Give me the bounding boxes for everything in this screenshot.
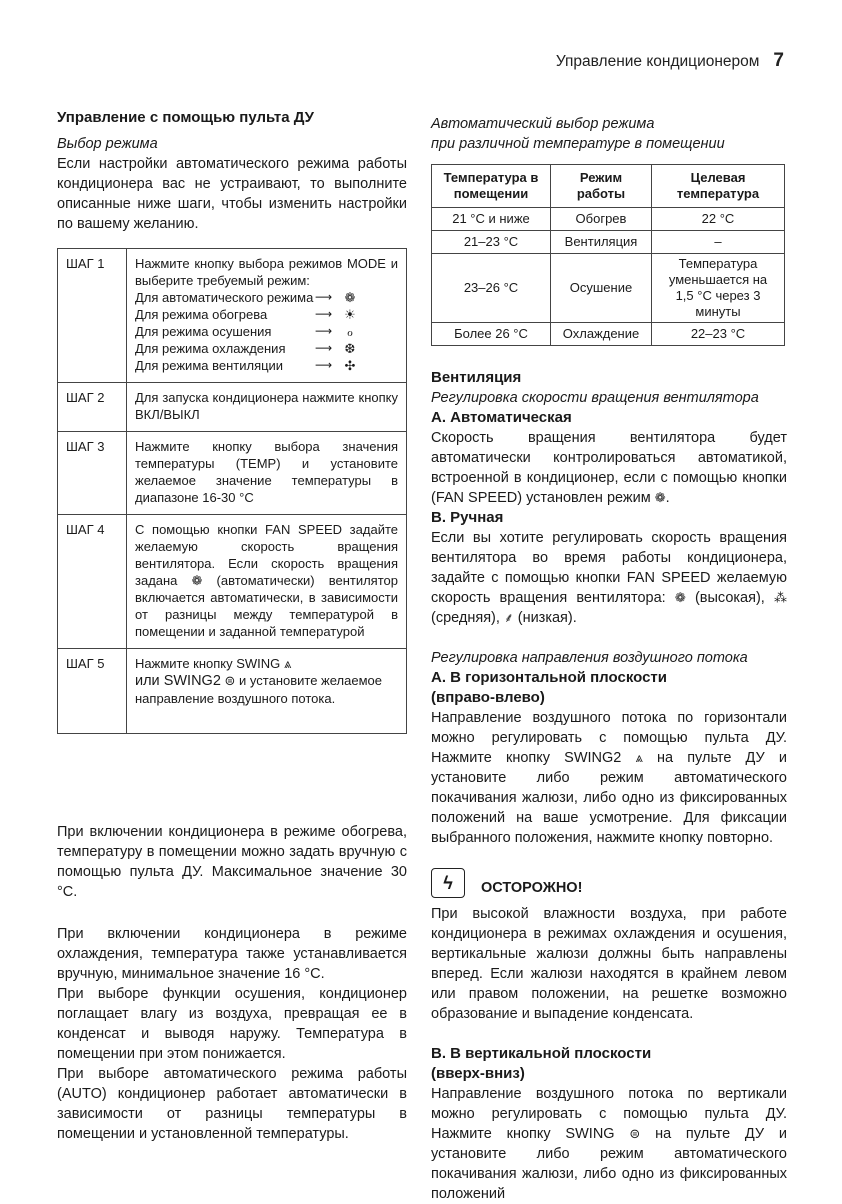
step-text: Нажмите кнопку SWING (135, 656, 281, 671)
mode-line (135, 340, 398, 357)
horizontal-title: А. В горизонтальной плоскости (431, 669, 668, 686)
table-cell: 21 °С и ниже (432, 208, 551, 231)
dry-mode-icon: ℴ (346, 324, 353, 339)
table-header-row (432, 165, 785, 208)
horizontal-desc: Направление воздушного потока по горизонтали можно регулировать с помощью пульта ДУ. Нажмите кнопку SWING2 (431, 710, 787, 766)
manual-speed-text (431, 528, 787, 628)
arrow-icon: ⟶ (315, 307, 333, 321)
right-column (431, 108, 787, 1204)
mode-label: Для режима охлаждения (135, 341, 286, 356)
header-title: Управление кондиционером (555, 53, 760, 70)
horizontal-title-2: (вправо-влево) (431, 689, 545, 706)
paragraph-heating: При включении кондиционера в режиме обогрева, температуру в помещении можно задать вручную с помощью пульта ДУ. Максимальное значение 30 °С. (57, 824, 407, 900)
vertical-title: В. В вертикальной плоскости (431, 1045, 652, 1062)
paragraph-dry: При выборе функции осушения, кондиционер поглащает влагу из воздуха, превращая ее в конденсат и выводя наружу. Температура в помещении при этом понижается. (57, 986, 407, 1062)
mode-label: Для режима осушения (135, 324, 272, 339)
step-text: и установите желаемое (239, 673, 382, 688)
swing-icon: ⊜ (629, 1126, 641, 1141)
step-row (58, 432, 407, 515)
auto-table-subtitle: при различной температуре в помещении (431, 136, 725, 152)
step-label: ШАГ 4 (58, 515, 127, 649)
mode-line (135, 357, 398, 374)
intro-paragraph: Если настройки автоматического режима работы кондиционера вас не устраивают, то выполните описанные ниже шаги, чтобы изменить настройки по вашему желанию. (57, 156, 407, 232)
horizontal-desc: на пульте ДУ и установите либо режим автоматического покачивания жалюзи, либо одно из фиксированных положений на ваше усмотрение. Для фиксации выбранного положения, нажмите кнопку повторно. (431, 750, 787, 846)
auto-speed-text: Скорость вращения вентилятора будет автоматически контролироваться автоматикой, встроенной в кондиционер, если с помощью кнопки (FAN SPEED) установлен режим ❁. (431, 430, 787, 506)
table-cell: Осушение (551, 254, 652, 323)
table-cell: Температура уменьшается на 1,5 °С через 3 минуты (652, 254, 785, 323)
fan-mode-icon: ✣ (344, 358, 356, 373)
mode-label: Для автоматического режима (135, 290, 314, 305)
mode-line (135, 289, 398, 306)
step-content (127, 249, 407, 383)
table-cell: – (652, 231, 785, 254)
step-row (58, 515, 407, 649)
step-line (135, 672, 398, 690)
arrow-icon: ⟶ (315, 358, 333, 372)
heat-mode-icon: ☀ (344, 307, 356, 322)
section-title: Управление с помощью пульта ДУ (57, 109, 314, 126)
swing-icon: ⩓ (283, 656, 292, 671)
step-text: Нажмите кнопку выбора режимов MODE и выберите требуемый режим: (135, 256, 398, 288)
paragraph-cooling: При включении кондиционера в режиме охлаждения, температура также устанавливается вручную, минимальное значение 16 °С. (57, 926, 407, 982)
table-cell: 21–23 °С (432, 231, 551, 254)
fan-medium-icon: ⁂ (774, 590, 788, 605)
table-header: Целевая температура (652, 165, 785, 208)
table-cell: 22 °С (652, 208, 785, 231)
manual-speed-desc: Если вы хотите регулировать скорость вращения вентилятора во время работы кондиционера, задайте с помощью кнопки FAN SPEED желаемую скорость вращения вентилятора: (431, 530, 787, 606)
ventilation-title: Вентиляция (431, 369, 522, 386)
warning-title: ОСТОРОЖНО! (481, 880, 583, 896)
step-row (58, 383, 407, 432)
section-subtitle: Выбор режима (57, 136, 158, 152)
vertical-desc: на пульте ДУ и установите либо режим автоматического покачивания жалюзи, либо одно из фиксированных положений (431, 1126, 788, 1202)
step-text: направление воздушного потока. (135, 691, 336, 706)
swing2-icon: ⊜ (224, 673, 236, 688)
horizontal-text (431, 708, 787, 848)
table-row (432, 231, 785, 254)
table-header: Режим работы (551, 165, 652, 208)
fan-auto-icon: ❁ (191, 573, 203, 588)
table-row (432, 208, 785, 231)
step-row (58, 249, 407, 383)
speed-medium-label: (средняя), (431, 610, 500, 626)
warning-text: При высокой влажности воздуха, при работе кондиционера в режимах охлаждения и осушения, вертикальные жалюзи должны быть направлены вперед. Если жалюзи находятся в крайнем левом или правом положении, на решетке возможно образование и выпадение конденсата. (431, 906, 787, 1022)
airflow-subtitle: Регулировка направления воздушного потока (431, 650, 748, 666)
step-label: ШАГ 2 (58, 383, 127, 432)
mode-label: Для режима вентиляции (135, 358, 284, 373)
step-label: ШАГ 5 (58, 649, 127, 734)
speed-high-label: (высокая), (694, 590, 765, 606)
table-header: Температура в помещении (432, 165, 551, 208)
manual-speed-title: В. Ручная (431, 509, 504, 526)
table-cell: 22–23 °С (652, 323, 785, 346)
auto-speed-title: А. Автоматическая (431, 409, 572, 426)
table-cell: 23–26 °С (432, 254, 551, 323)
table-cell: Более 26 °С (432, 323, 551, 346)
step-text: или SWING2 (135, 673, 221, 689)
auto-mode-table (431, 164, 785, 346)
arrow-icon: ⟶ (315, 341, 333, 355)
warning-header (431, 868, 787, 898)
arrow-icon: ⟶ (315, 290, 333, 304)
arrow-icon: ⟶ (315, 324, 333, 338)
step-label: ШАГ 1 (58, 249, 127, 383)
vertical-title-2: (вверх-вниз) (431, 1065, 525, 1082)
step-content (127, 515, 407, 649)
swing2-icon: ⩓ (635, 750, 643, 765)
step-line (135, 655, 398, 672)
table-cell: Вентиляция (551, 231, 652, 254)
step-label: ШАГ 3 (58, 432, 127, 515)
page-number: 7 (773, 50, 784, 71)
table-cell: Охлаждение (551, 323, 652, 346)
paragraph-auto: При выборе автоматического режима работы (AUTO) кондиционер работает автоматически в зависимости от разницы температуры в помещении и установленной температуры. (57, 1066, 407, 1142)
fan-high-icon: ❁ (674, 590, 686, 605)
auto-speed-desc: Скорость вращения вентилятора будет автоматически контролироваться автоматикой, встроенной в кондиционер, если с помощью кнопки (FAN SPEED) установлен режим (431, 430, 787, 506)
left-column (57, 108, 407, 1144)
warning-icon: ϟ (431, 868, 465, 898)
step-text: (автоматически) вентилятор включается автоматически, в зависимости от разницы между температурой в помещении и заданной температурой (135, 573, 398, 639)
step-text: Нажмите кнопку выбора значения температуры (TEMP) и установите желаемое значение температуры в диапазоне 16-30 °С (127, 432, 407, 515)
fan-low-icon: ⸙ (503, 610, 514, 625)
auto-table-title: Автоматический выбор режима (431, 116, 655, 132)
mode-line (135, 306, 398, 323)
fan-auto-icon: ❁ (654, 490, 666, 505)
vertical-text (431, 1084, 787, 1204)
table-cell: Обогрев (551, 208, 652, 231)
step-content (127, 649, 407, 734)
step-row (58, 649, 407, 734)
ventilation-subtitle: Регулировка скорости вращения вентилятора (431, 390, 759, 406)
auto-mode-icon: ❁ (344, 290, 356, 305)
step-text: Для запуска кондиционера нажмите кнопку ВКЛ/ВЫКЛ (127, 383, 407, 432)
speed-low-label: (низкая). (517, 610, 577, 626)
steps-table (57, 248, 407, 734)
step-text: С помощью кнопки FAN SPEED задайте желаемую скорость вращения вентилятора. Если скорость вращения задана (135, 522, 398, 588)
page-header (556, 50, 784, 72)
mode-line (135, 323, 398, 340)
mode-label: Для режима обогрева (135, 307, 268, 322)
table-row (432, 323, 785, 346)
cool-mode-icon: ❆ (344, 341, 356, 356)
table-row (432, 254, 785, 323)
vertical-desc: Направление воздушного потока по вертикали можно регулировать с помощью пульта ДУ. Нажмите кнопку SWING (431, 1086, 787, 1142)
